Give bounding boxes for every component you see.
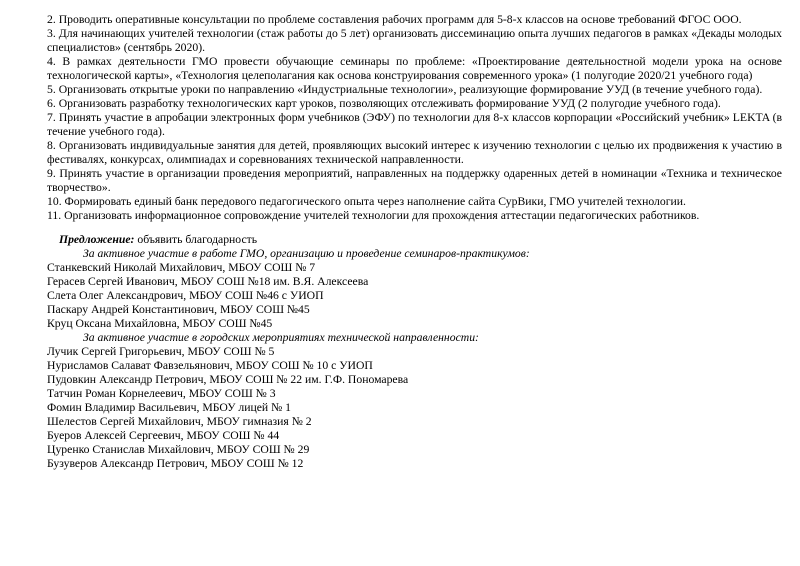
name-line: Паскару Андрей Константинович, МБОУ СОШ №45 [47, 303, 310, 316]
plan-item: 4. В рамках деятельности ГМО провести обучающие семинары по проблеме: «Проектирование деятельностной модели урока на основе технологической карты», «Технология целеполагания как основа конструирования современного урока» (1 полугодие 2020/21 учебного года) [47, 55, 782, 82]
proposal-label: Предложение: [59, 233, 135, 246]
name-line: Татчин Роман Корнелеевич, МБОУ СОШ № 3 [47, 387, 276, 400]
plan-item: 2. Проводить оперативные консультации по проблеме составления рабочих программ для 5-8-х классов на основе требований ФГОС ООО. [47, 13, 742, 26]
plan-item: 6. Организовать разработку технологических карт уроков, позволяющих отслеживать формирование УУД (2 полугодие учебного года). [47, 97, 721, 110]
name-line: Нурисламов Салават Фавзельянович, МБОУ СОШ № 10 с УИОП [47, 359, 373, 372]
name-line: Слета Олег Александрович, МБОУ СОШ №46 с УИОП [47, 289, 324, 302]
plan-item: 8. Организовать индивидуальные занятия для детей, проявляющих высокий интерес к изучению технологии с целью их продвижения к участию в фестивалях, конкурсах, олимпиадах и соревнованиях технической направленности. [47, 139, 782, 166]
name-line: Круц Оксана Михайловна, МБОУ СОШ №45 [47, 317, 273, 330]
name-line: Пудовкин Александр Петрович, МБОУ СОШ № 22 им. Г.Ф. Пономарева [47, 373, 409, 386]
plan-list [47, 13, 782, 223]
name-line: Бузуверов Александр Петрович, МБОУ СОШ № 12 [47, 457, 304, 470]
name-line: Цуренко Станислав Михайлович, МБОУ СОШ № 29 [47, 443, 310, 456]
plan-item: 3. Для начинающих учителей технологии (стаж работы до 5 лет) организовать диссеминацию опыта лучших педагогов в рамках «Декады молодых специалистов» (сентябрь 2020). [47, 27, 782, 54]
plan-item: 10. Формировать единый банк передового педагогического опыта через наполнение сайта СурВики, ГМО учителей технологии. [47, 195, 686, 208]
proposal-paragraph [47, 233, 782, 247]
proposal-groups [47, 247, 782, 471]
group-heading: За активное участие в работе ГМО, организацию и проведение семинаров-практикумов: [83, 247, 530, 260]
plan-item: 5. Организовать открытые уроки по направлению «Индустриальные технологии», реализующие формирование УУД (в течение учебного года). [47, 83, 763, 96]
name-line: Герасев Сергей Иванович, МБОУ СОШ №18 им. В.Я. Алексеева [47, 275, 369, 288]
name-line: Лучик Сергей Григорьевич, МБОУ СОШ № 5 [47, 345, 275, 358]
group-heading: За активное участие в городских мероприятиях технической направленности: [83, 331, 479, 344]
plan-item: 11. Организовать информационное сопровождение учителей технологии для прохождения аттестации педагогических работников. [47, 209, 700, 222]
plan-item: 7. Принять участие в апробации электронных форм учебников (ЭФУ) по технологии для 8-х классов корпорации «Российский учебник» LEKTA (в течение учебного года). [47, 111, 782, 138]
name-line: Фомин Владимир Васильевич, МБОУ лицей № 1 [47, 401, 292, 414]
name-line: Станкевский Николай Михайлович, МБОУ СОШ № 7 [47, 261, 316, 274]
name-line: Шелестов Сергей Михайлович, МБОУ гимназия № 2 [47, 415, 312, 428]
plan-item: 9. Принять участие в организации проведения мероприятий, направленных на поддержку одаренных детей в номинации «Техника и техническое творчество». [47, 167, 782, 194]
proposal-text: объявить благодарность [134, 233, 258, 246]
name-line: Буеров Алексей Сергеевич, МБОУ СОШ № 44 [47, 429, 280, 442]
